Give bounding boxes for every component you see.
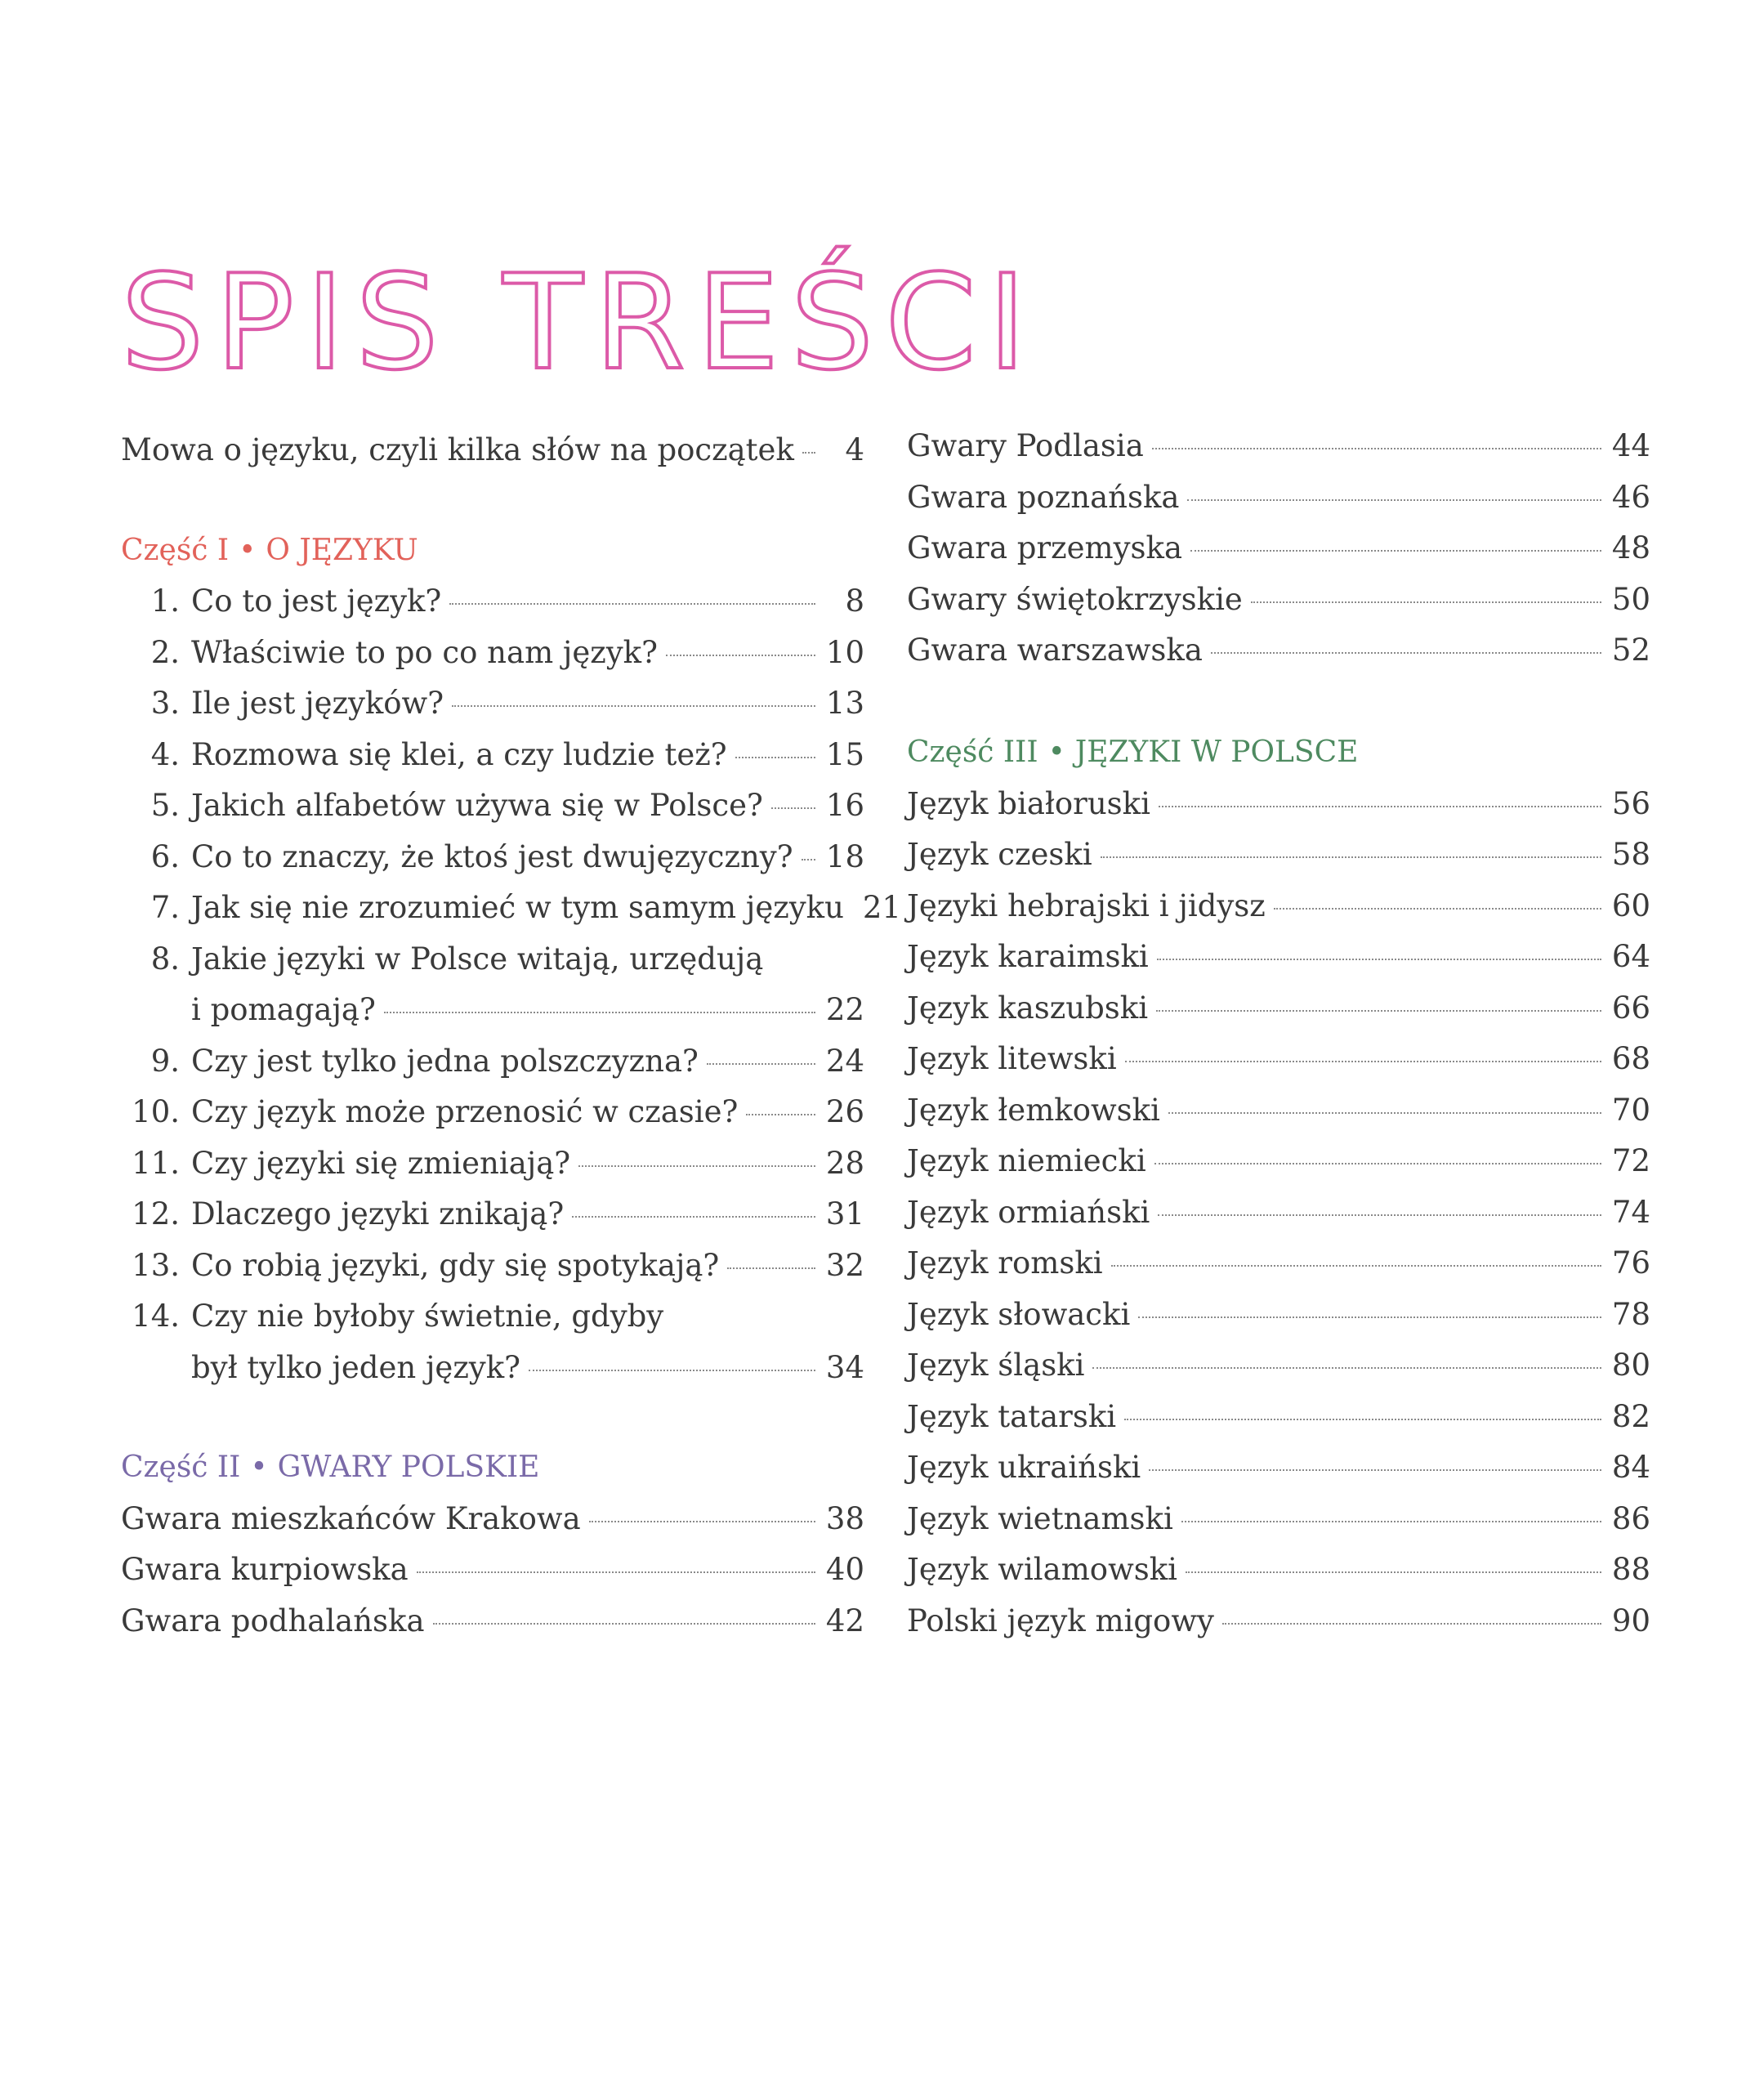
dot-leader (1186, 1571, 1601, 1573)
toc-entry[interactable] (907, 1392, 1650, 1443)
toc-entry-page: 70 (1611, 1092, 1650, 1128)
toc-entry-page: 60 (1611, 887, 1650, 923)
section-heading-part3 (907, 727, 1650, 779)
dot-leader (1211, 652, 1601, 654)
toc-entry-label: Gwara poznańska (907, 479, 1180, 515)
toc-entry-label: Ile jest języków? (191, 686, 444, 721)
toc-entry-label: Język ukraiński (907, 1450, 1141, 1485)
toc-entry-label: Gwara mieszkańców Krakowa (121, 1500, 581, 1536)
toc-entry-page: 32 (825, 1247, 864, 1283)
toc-entry-page: 48 (1611, 530, 1650, 565)
dot-leader (1156, 1010, 1601, 1012)
toc-entry-label: Język romski (907, 1245, 1103, 1281)
toc-entry-label-continued: był tylko jeden język? (191, 1349, 520, 1385)
toc-entry-page: 18 (825, 838, 864, 874)
toc-entry-page: 80 (1611, 1348, 1650, 1383)
dot-leader (1274, 908, 1601, 910)
dot-leader (1159, 806, 1601, 807)
bullet-separator: • (1047, 735, 1065, 769)
dot-leader (771, 807, 815, 809)
toc-left-column (121, 425, 901, 1647)
toc-entry-page: 16 (825, 788, 864, 823)
toc-entry-number: 10. (132, 1094, 180, 1129)
toc-entry[interactable] (907, 1596, 1650, 1647)
dot-leader (1190, 550, 1601, 552)
toc-entry[interactable] (907, 779, 1650, 830)
dot-leader (589, 1521, 815, 1522)
toc-entry[interactable] (907, 1442, 1650, 1494)
toc-entry[interactable] (907, 625, 1650, 677)
toc-entry-label: Gwara kurpiowska (121, 1552, 409, 1587)
section-name: O JĘZYKU (266, 533, 418, 567)
toc-entry-label: Język niemiecki (907, 1143, 1146, 1178)
dot-leader (1187, 499, 1601, 501)
section-heading-part1 (121, 525, 864, 577)
toc-entry-number: 1. (150, 583, 180, 619)
toc-entry[interactable] (121, 1544, 864, 1596)
toc-entry-page: 66 (1611, 990, 1650, 1026)
toc-entry[interactable] (121, 678, 864, 730)
toc-entry-page: 78 (1611, 1296, 1650, 1332)
toc-entry-number: 12. (132, 1196, 180, 1232)
toc-entry-page: 76 (1611, 1245, 1650, 1281)
toc-entry[interactable] (907, 1494, 1650, 1545)
toc-entry-label: Właściwie to po co nam język? (191, 634, 658, 670)
toc-entry[interactable] (907, 1085, 1650, 1137)
toc-entry-page: 86 (1611, 1500, 1650, 1536)
toc-entry[interactable] (121, 1087, 864, 1138)
toc-entry-continuation[interactable] (121, 985, 864, 1036)
toc-entry-page: 58 (1611, 837, 1650, 872)
toc-entry-page: 56 (1611, 785, 1650, 821)
dot-leader (802, 859, 815, 860)
toc-entry-page: 64 (1611, 939, 1650, 974)
toc-entry[interactable] (121, 1036, 864, 1088)
toc-entry-label: Język litewski (907, 1041, 1117, 1076)
dot-leader (529, 1370, 815, 1371)
section-prefix: Część II (121, 1451, 241, 1484)
dot-leader (572, 1216, 815, 1218)
toc-entry[interactable] (907, 1544, 1650, 1596)
dot-leader (1152, 448, 1601, 449)
toc-entry-label: Jak się nie zrozumieć w tym samym języku (191, 890, 844, 925)
toc-entry-number: 8. (150, 941, 180, 977)
toc-entry-page: 8 (845, 583, 864, 619)
toc-entry-number: 2. (150, 634, 180, 670)
dot-leader (452, 705, 815, 707)
toc-entry-label: Język łemkowski (907, 1092, 1160, 1128)
dot-leader (433, 1623, 815, 1625)
toc-entry-page: 88 (1611, 1552, 1650, 1587)
dot-leader (1168, 1112, 1601, 1114)
toc-entry-label: Język białoruski (907, 785, 1150, 821)
toc-entry-label: Jakich alfabetów używa się w Polsce? (191, 788, 763, 823)
toc-entry-intro[interactable] (121, 425, 864, 476)
toc-entry-label: Gwary Podlasia (907, 428, 1144, 463)
toc-entry[interactable] (907, 1238, 1650, 1290)
toc-entry-page: 42 (825, 1603, 864, 1638)
section-prefix: Część III (907, 735, 1038, 769)
page-title (121, 245, 1038, 399)
toc-entry-label: Gwara przemyska (907, 530, 1183, 565)
toc-entry-label: Gwara podhalańska (121, 1603, 425, 1638)
toc-entry-page: 22 (825, 992, 864, 1027)
toc-entry-number: 4. (150, 736, 180, 772)
toc-entry-label: Jakie języki w Polsce witają, urzędują (191, 941, 764, 977)
toc-entry-number: 13. (132, 1247, 180, 1283)
toc-entry-label: Co to jest język? (191, 583, 442, 619)
toc-entry-label: Język słowacki (907, 1296, 1131, 1332)
toc-entry-number: 6. (150, 838, 180, 874)
dot-leader (1181, 1521, 1601, 1522)
toc-entry-label: Język śląski (907, 1348, 1085, 1383)
page-title-text: SPIS TREŚCI (121, 246, 1038, 399)
dot-leader (666, 655, 815, 656)
section-name: GWARY POLSKIE (277, 1451, 540, 1484)
toc-entry-page: 24 (825, 1043, 864, 1079)
dot-leader (1251, 601, 1601, 603)
toc-entry-page: 31 (825, 1196, 864, 1232)
toc-entry-label-continued: i pomagają? (191, 992, 376, 1027)
toc-entry-label: Co to znaczy, że ktoś jest dwujęzyczny? (191, 838, 793, 874)
toc-entry[interactable] (121, 1138, 864, 1190)
dot-leader (1157, 959, 1601, 960)
toc-entry-label: Język wietnamski (907, 1500, 1173, 1536)
toc-entry-page: 44 (1611, 428, 1650, 463)
spacer (907, 677, 1650, 728)
dot-leader (417, 1571, 815, 1573)
toc-entry-label: Dlaczego języki znikają? (191, 1196, 565, 1232)
toc-entry-first-line[interactable] (121, 1291, 864, 1343)
toc-entry[interactable] (121, 883, 901, 934)
toc-entry-page: 52 (1611, 633, 1650, 668)
toc-entry-continuation[interactable] (121, 1343, 864, 1394)
toc-entry[interactable] (907, 829, 1650, 881)
toc-entry-first-line[interactable] (121, 934, 864, 986)
dot-leader (1138, 1316, 1601, 1318)
dot-leader (802, 452, 815, 454)
toc-entry-page: 68 (1611, 1041, 1650, 1076)
toc-entry[interactable] (121, 1494, 864, 1545)
toc-entry-label: Polski język migowy (907, 1603, 1214, 1638)
toc-entry-page: 40 (825, 1552, 864, 1587)
toc-entry-number: 11. (132, 1145, 180, 1181)
toc-entry-page: 72 (1611, 1143, 1650, 1178)
toc-entry-label: Język czeski (907, 837, 1092, 872)
toc-entry-page: 74 (1611, 1194, 1650, 1230)
toc-entry[interactable] (907, 421, 1650, 472)
toc-entry-label: Gwara warszawska (907, 633, 1203, 668)
dot-leader (746, 1114, 815, 1115)
spacer (121, 1393, 864, 1442)
dot-leader (1101, 856, 1601, 858)
toc-entry[interactable] (121, 832, 864, 883)
dot-leader (1125, 1061, 1601, 1062)
toc-entry-number: 14. (132, 1299, 180, 1334)
toc-entry[interactable] (907, 881, 1650, 932)
toc-entry[interactable] (907, 472, 1650, 524)
toc-entry[interactable] (121, 780, 864, 832)
toc-entry-label: Gwary świętokrzyskie (907, 581, 1243, 617)
dot-leader (727, 1267, 815, 1269)
toc-entry[interactable] (121, 576, 864, 628)
toc-entry-number: 9. (150, 1043, 180, 1079)
dot-leader (449, 603, 815, 605)
toc-entry-page: 82 (1611, 1398, 1650, 1434)
toc-entry-label: Język tatarski (907, 1398, 1117, 1434)
toc-entry-label: Język ormiański (907, 1194, 1150, 1230)
toc-entry-number: 5. (150, 788, 180, 823)
dot-leader (384, 1012, 815, 1013)
toc-right-column (907, 421, 1650, 1647)
dot-leader (578, 1165, 815, 1167)
toc-entry[interactable] (907, 1034, 1650, 1085)
toc-entry-label: Co robią języki, gdy się spotykają? (191, 1247, 720, 1283)
toc-entry-page: 46 (1611, 479, 1650, 515)
toc-entry[interactable] (907, 1340, 1650, 1392)
toc-entry-number: 3. (150, 686, 180, 721)
dot-leader (1092, 1367, 1601, 1369)
dot-leader (1149, 1469, 1601, 1471)
toc-entry-label: Języki hebrajski i jidysz (907, 887, 1266, 923)
toc-entry-page: 38 (825, 1500, 864, 1536)
toc-entry-number: 7. (150, 890, 180, 925)
toc-entry[interactable] (907, 1136, 1650, 1187)
toc-entry-label: Język karaimski (907, 939, 1149, 974)
bullet-separator: • (239, 533, 257, 567)
toc-entry[interactable] (907, 1187, 1650, 1239)
toc-entry[interactable] (121, 1189, 864, 1240)
toc-entry-page: 28 (825, 1145, 864, 1181)
dot-leader (1222, 1623, 1601, 1625)
toc-entry[interactable] (121, 628, 864, 679)
toc-entry-page: 13 (825, 686, 864, 721)
toc-entry[interactable] (907, 574, 1650, 626)
toc-entry-label: Czy nie byłoby świetnie, gdyby (191, 1299, 664, 1334)
toc-entry-label: Czy język może przenosić w czasie? (191, 1094, 739, 1129)
section-prefix: Część I (121, 533, 230, 567)
dot-leader (1158, 1214, 1601, 1216)
toc-entry-page: 50 (1611, 581, 1650, 617)
toc-entry[interactable] (907, 523, 1650, 574)
toc-entry-label: Język kaszubski (907, 990, 1149, 1026)
toc-entry[interactable] (907, 932, 1650, 983)
toc-entry-page: 34 (825, 1349, 864, 1385)
toc-entry-page: 4 (845, 432, 864, 467)
dot-leader (1124, 1419, 1601, 1420)
dot-leader (707, 1063, 815, 1065)
section-name: JĘZYKI W POLSCE (1074, 735, 1359, 769)
bullet-separator: • (250, 1451, 268, 1484)
toc-entry-label: Język wilamowski (907, 1552, 1177, 1587)
toc-entry-page: 26 (825, 1094, 864, 1129)
dot-leader (1111, 1265, 1601, 1267)
toc-entry[interactable] (121, 1240, 864, 1292)
toc-entry-page: 21 (862, 890, 901, 925)
toc-entry[interactable] (121, 1596, 864, 1647)
toc-entry-page: 84 (1611, 1450, 1650, 1485)
toc-entry-page: 15 (825, 736, 864, 772)
section-heading-part2 (121, 1442, 864, 1494)
toc-entry[interactable] (907, 983, 1650, 1035)
toc-entry-label: Czy języki się zmieniają? (191, 1145, 571, 1181)
toc-entry-page: 90 (1611, 1603, 1650, 1638)
dot-leader (1154, 1163, 1601, 1164)
toc-entry-page: 10 (825, 634, 864, 670)
dot-leader (735, 757, 815, 758)
toc-entry[interactable] (907, 1290, 1650, 1341)
toc-entry[interactable] (121, 730, 864, 781)
toc-entry-label: Mowa o języku, czyli kilka słów na początek (121, 432, 794, 467)
toc-entry-label: Rozmowa się klei, a czy ludzie też? (191, 736, 727, 772)
toc-entry-label: Czy jest tylko jedna polszczyzna? (191, 1043, 699, 1079)
spacer (121, 476, 864, 525)
